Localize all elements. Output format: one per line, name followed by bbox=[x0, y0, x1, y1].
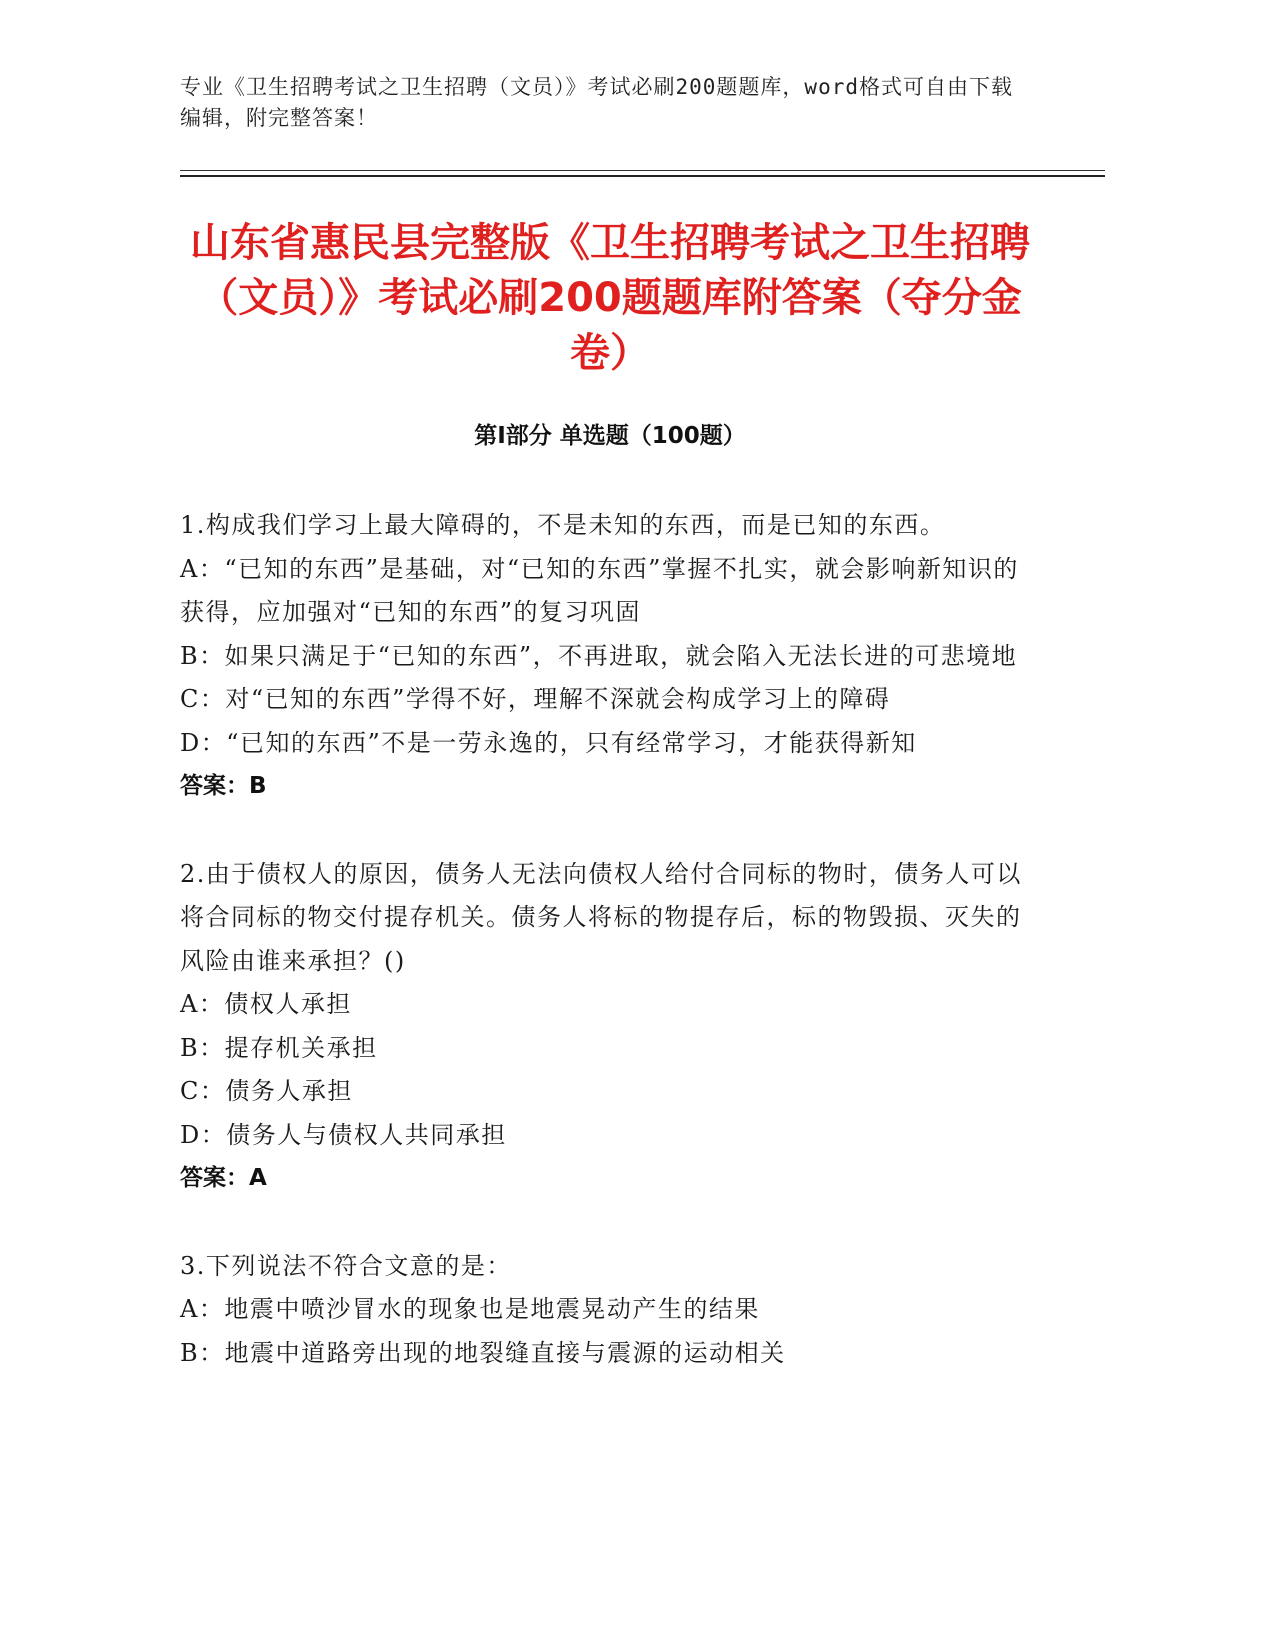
question-1 bbox=[180, 504, 1035, 809]
question-spacer bbox=[180, 1201, 1035, 1245]
question-stem: 1.构成我们学习上最大障碍的，不是未知的东西，而是已知的东西。 bbox=[180, 511, 946, 539]
question-stem: 3.下列说法不符合文意的是： bbox=[180, 1251, 512, 1280]
question-stem: 2.由于债权人的原因，债务人无法向债权人给付合同标的物时，债务人可以将合同标的物交付提存机关。债务人将标的物提存后，标的物毁损、灭失的风险由谁来承担？() bbox=[180, 859, 1022, 975]
document-title: 山东省惠民县完整版《卫生招聘考试之卫生招聘（文员）》考试必刷200题题库附答案（夺分金卷） bbox=[190, 220, 1030, 376]
option-b: B：提存机关承担 bbox=[180, 1033, 378, 1062]
question-list bbox=[180, 504, 1035, 1375]
option-b: B：地震中道路旁出现的地裂缝直接与震源的运动相关 bbox=[180, 1338, 786, 1367]
answer-label: 答案：A bbox=[180, 1165, 267, 1191]
option-a: A：债权人承担 bbox=[180, 990, 352, 1018]
header-divider-thin bbox=[180, 170, 1105, 171]
option-b: B：如果只满足于“已知的东西”，不再进取，就会陷入无法长进的可悲境地 bbox=[180, 641, 1018, 670]
answer-label: 答案：B bbox=[180, 773, 267, 799]
option-a: A：“已知的东西”是基础，对“已知的东西”掌握不扎实，就会影响新知识的获得，应加强对“已知的东西”的复习巩固 bbox=[180, 554, 1019, 626]
section-heading: 第Ⅰ部分 单选题（100题） bbox=[474, 423, 746, 449]
option-d: D：“已知的东西”不是一劳永逸的，只有经常学习，才能获得新知 bbox=[180, 728, 917, 757]
question-spacer bbox=[180, 809, 1035, 853]
option-a: A：地震中喷沙冒水的现象也是地震晃动产生的结果 bbox=[180, 1295, 760, 1323]
question-2 bbox=[180, 853, 1035, 1201]
header-divider-thick bbox=[180, 175, 1105, 177]
question-3 bbox=[180, 1245, 1035, 1376]
header-note: 专业《卫生招聘考试之卫生招聘（文员）》考试必刷200题题库，word格式可自由下载编辑，附完整答案！ bbox=[180, 75, 1013, 130]
option-d: D：债务人与债权人共同承担 bbox=[180, 1120, 507, 1149]
option-c: C：对“已知的东西”学得不好，理解不深就会构成学习上的障碍 bbox=[180, 685, 891, 713]
option-c: C：债务人承担 bbox=[180, 1077, 353, 1105]
